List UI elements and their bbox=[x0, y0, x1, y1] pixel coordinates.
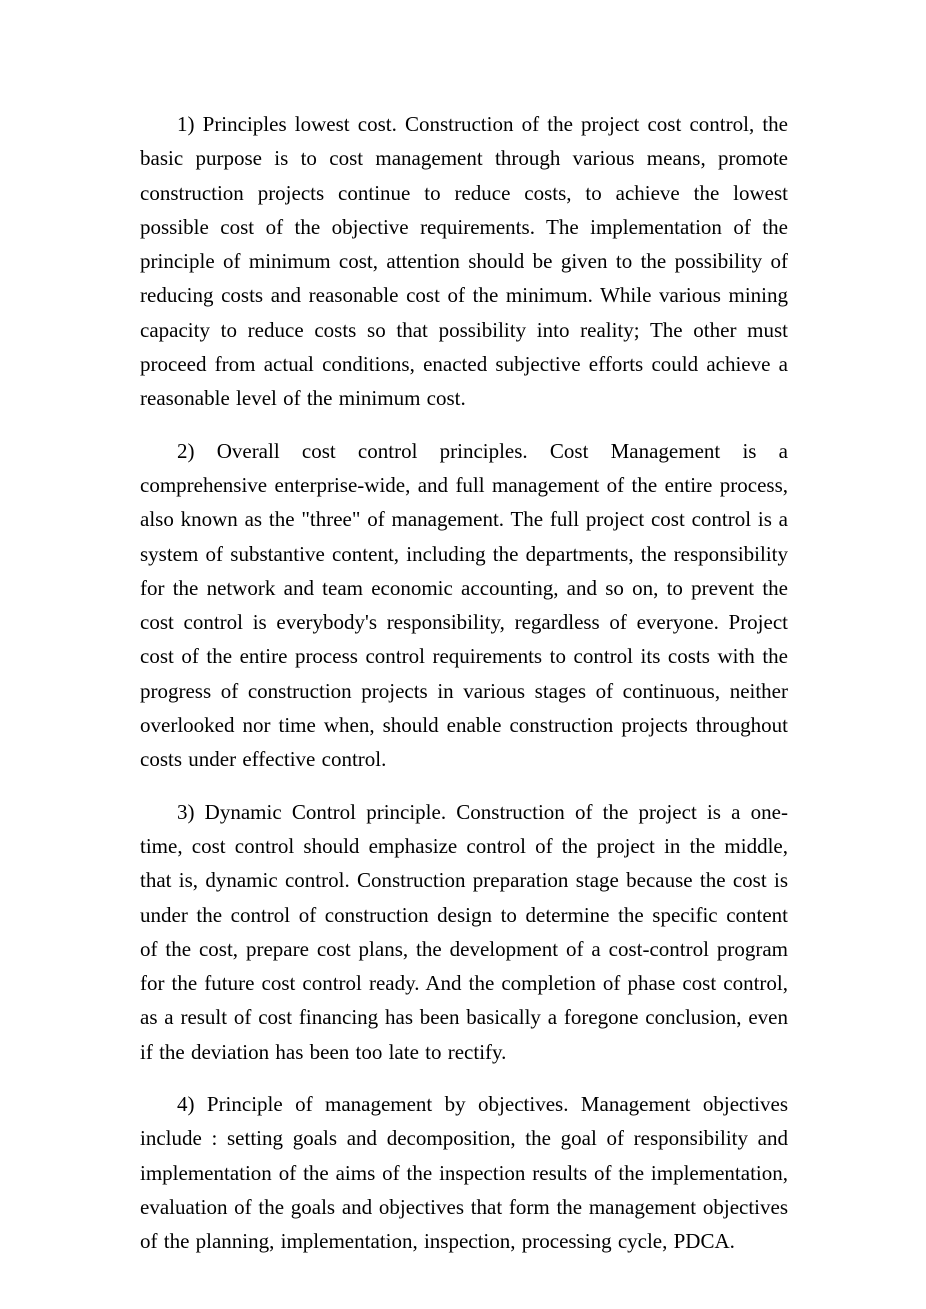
paragraph-dynamic-control: 3) Dynamic Control principle. Construction of the project is a one-time, cost control should emphasize control of the project in the middle, that is, dynamic control. Construction preparation stage because the cost is under the control of construction design to determine the specific content of the cost, prepare cost plans, the development of a cost-control program for the future cost control ready. And the completion of phase cost control, as a result of cost financing has been basically a foregone conclusion, even if the deviation has been too late to rectify. bbox=[140, 799, 788, 1064]
paragraph-management-by-objectives: 4) Principle of management by objectives. Management objectives include : setting goals and decomposition, the goal of responsibility and implementation of the aims of the inspection results of the implementation, evaluation of the goals and objectives that form the management objectives of the planning, implementation, inspection, processing cycle, PDCA. bbox=[140, 1092, 788, 1254]
paragraph-principle-lowest-cost: 1) Principles lowest cost. Construction of the project cost control, the basic purpose is to cost management through various means, promote construction projects continue to reduce costs, to achieve the lowest possible cost of the objective requirements. The implementation of the principle of minimum cost, attention should be given to the possibility of reducing costs and reasonable cost of the minimum. While various mining capacity to reduce costs so that possibility into reality; The other must proceed from actual conditions, enacted subjective efforts could achieve a reasonable level of the minimum cost. bbox=[140, 112, 788, 411]
paragraph-overall-cost-control: 2) Overall cost control principles. Cost Management is a comprehensive enterprise-wide, and full management of the entire process, also known as the "three" of management. The full project cost control is a system of substantive content, including the departments, the responsibility for the network and team economic accounting, and so on, to prevent the cost control is everybody's responsibility, regardless of everyone. Project cost of the entire process control requirements to control its costs with the progress of construction projects in various stages of continuous, neither overlooked nor time when, should enable construction projects throughout costs under effective control. bbox=[140, 438, 788, 772]
